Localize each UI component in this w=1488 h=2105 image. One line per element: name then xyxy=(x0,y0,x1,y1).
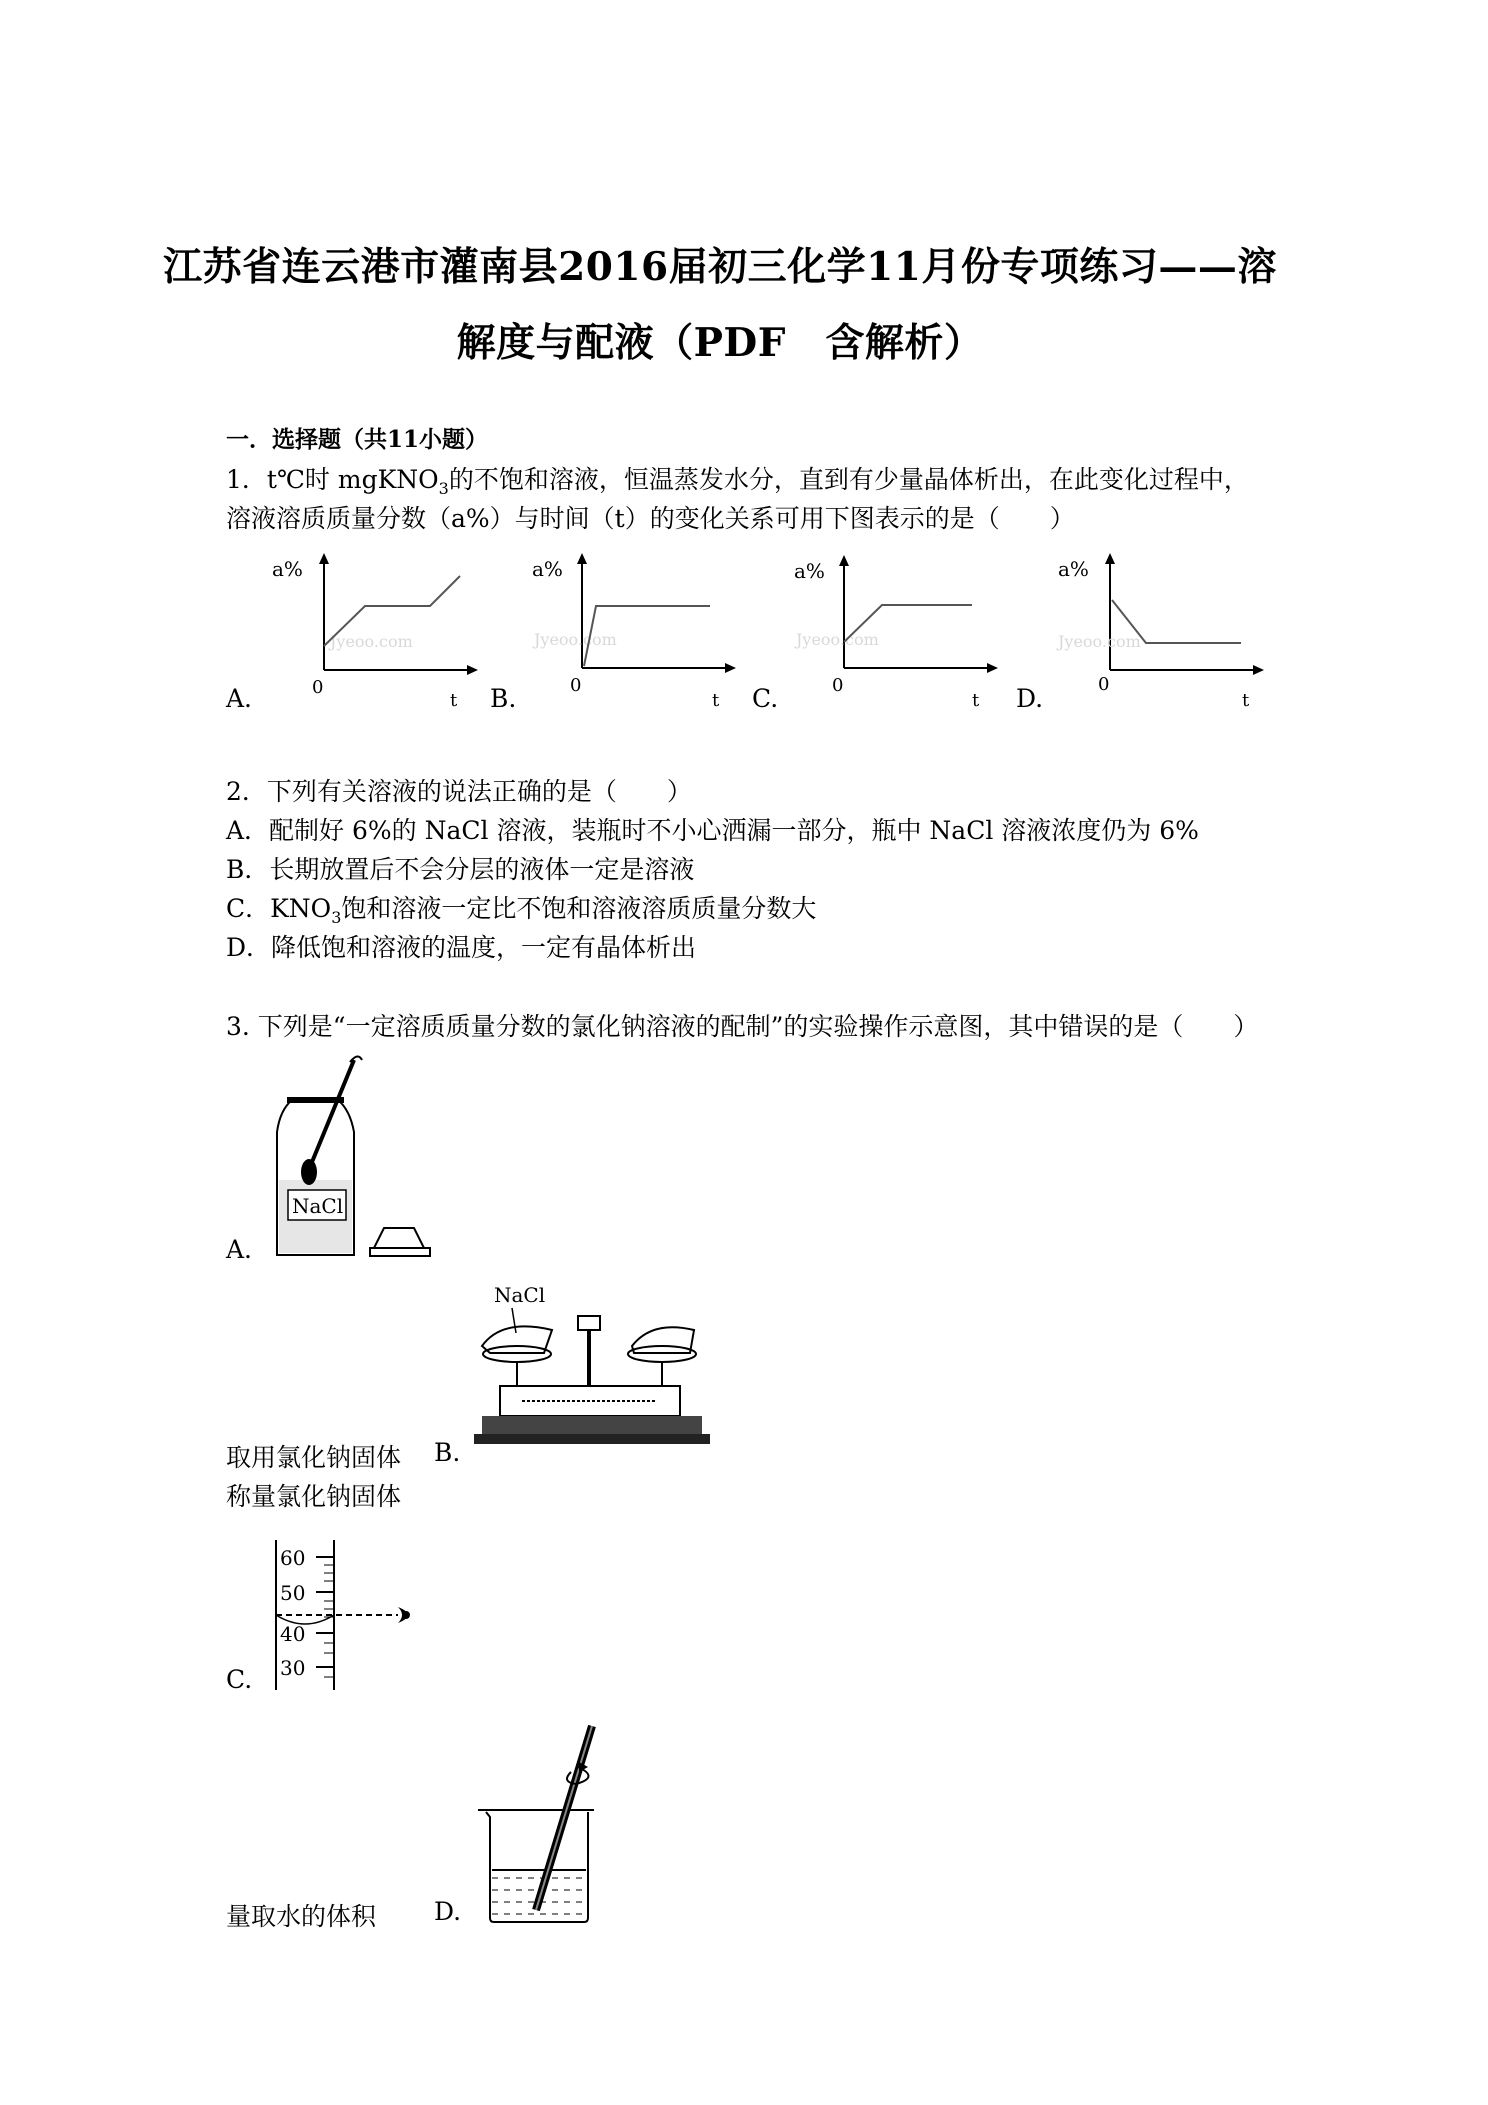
svg-text:t: t xyxy=(972,690,980,711)
q1-option-d-label[interactable]: D. xyxy=(1016,684,1044,713)
svg-text:0: 0 xyxy=(312,677,324,698)
q3-option-c-label[interactable]: C. xyxy=(226,1665,253,1694)
q1-option-c-label[interactable]: C. xyxy=(752,684,779,713)
q3-fig-c-graduated-cylinder xyxy=(268,1535,438,1695)
svg-text:50: 50 xyxy=(280,1581,306,1605)
svg-text:a%: a% xyxy=(532,557,563,581)
q3-fig-b-balance xyxy=(472,1278,712,1463)
q1-graph-c xyxy=(782,550,1007,712)
q3-stem: 3. 下列是“一定溶质质量分数的氯化钠溶液的配制”的实验操作示意图，其中错误的是（ ） xyxy=(226,1012,1259,1041)
q3-option-a-label[interactable]: A. xyxy=(226,1235,253,1264)
page-title-line1: 江苏省连云港市灌南县2016届初三化学11月份专项练习——溶 xyxy=(163,244,1277,290)
svg-text:a%: a% xyxy=(1058,557,1089,581)
q2-option-b[interactable]: B．长期放置后不会分层的液体一定是溶液 xyxy=(226,855,695,884)
svg-text:60: 60 xyxy=(280,1546,306,1570)
svg-text:a%: a% xyxy=(794,559,825,583)
q3-caption-a: 取用氯化钠固体 xyxy=(226,1443,402,1472)
q3-fig-a-reagent-bottle xyxy=(262,1050,462,1265)
svg-text:Jyeoo.com: Jyeoo.com xyxy=(1058,632,1141,651)
q2-stem: 2．下列有关溶液的说法正确的是（ ） xyxy=(226,777,692,806)
q2-option-c[interactable]: C．$KNO_3$饱和溶液一定比不饱和溶液溶质质量分数大 xyxy=(226,894,817,927)
q1-graph-d xyxy=(1046,548,1271,710)
q1-stem-line2: 溶液溶质质量分数（a%）与时间（t）的变化关系可用下图表示的是（ ） xyxy=(226,504,1075,533)
svg-text:40: 40 xyxy=(280,1622,306,1646)
q1-option-a-label[interactable]: A. xyxy=(226,684,253,713)
svg-text:t: t xyxy=(1242,690,1250,710)
section-header: 一．选择题（共11小题） xyxy=(226,426,489,453)
svg-text:0: 0 xyxy=(570,675,582,696)
svg-text:NaCl: NaCl xyxy=(292,1194,344,1218)
q2-option-d[interactable]: D．降低饱和溶液的温度，一定有晶体析出 xyxy=(226,933,697,962)
q2-option-a[interactable]: A．配制好 6%的 NaCl 溶液，装瓶时不小心洒漏一部分，瓶中 NaCl 溶液浓度仍为 6% xyxy=(226,816,1199,845)
q3-option-d-label[interactable]: D. xyxy=(434,1897,462,1926)
q1-option-b-label[interactable]: B. xyxy=(490,684,517,713)
svg-text:0: 0 xyxy=(1098,674,1110,695)
svg-text:30: 30 xyxy=(280,1656,306,1680)
q3-caption-c: 量取水的体积 xyxy=(226,1902,377,1931)
svg-text:Jyeoo.com: Jyeoo.com xyxy=(534,630,617,649)
graph-ylabel: a% xyxy=(272,557,303,581)
q1-graph-a xyxy=(260,548,485,710)
svg-text:t: t xyxy=(450,690,458,710)
page-title-line2: 解度与配液（PDF 含解析） xyxy=(456,320,984,366)
svg-text:NaCl: NaCl xyxy=(494,1283,546,1307)
svg-text:Jyeoo.com: Jyeoo.com xyxy=(796,630,879,649)
svg-text:Jyeoo.com: Jyeoo.com xyxy=(330,632,413,651)
q1-graph-b xyxy=(520,548,745,710)
q3-fig-d-beaker-stirring xyxy=(476,1722,626,1932)
q1-stem-line1: 1．t℃时 mgKNO$_3$的不饱和溶液，恒温蒸发水分，直到有少量晶体析出，在此变化过程中， xyxy=(226,465,1249,498)
svg-text:t: t xyxy=(712,690,720,710)
q3-caption-b: 称量氯化钠固体 xyxy=(226,1482,402,1511)
q3-option-b-label[interactable]: B. xyxy=(434,1438,461,1467)
svg-text:0: 0 xyxy=(832,675,844,696)
